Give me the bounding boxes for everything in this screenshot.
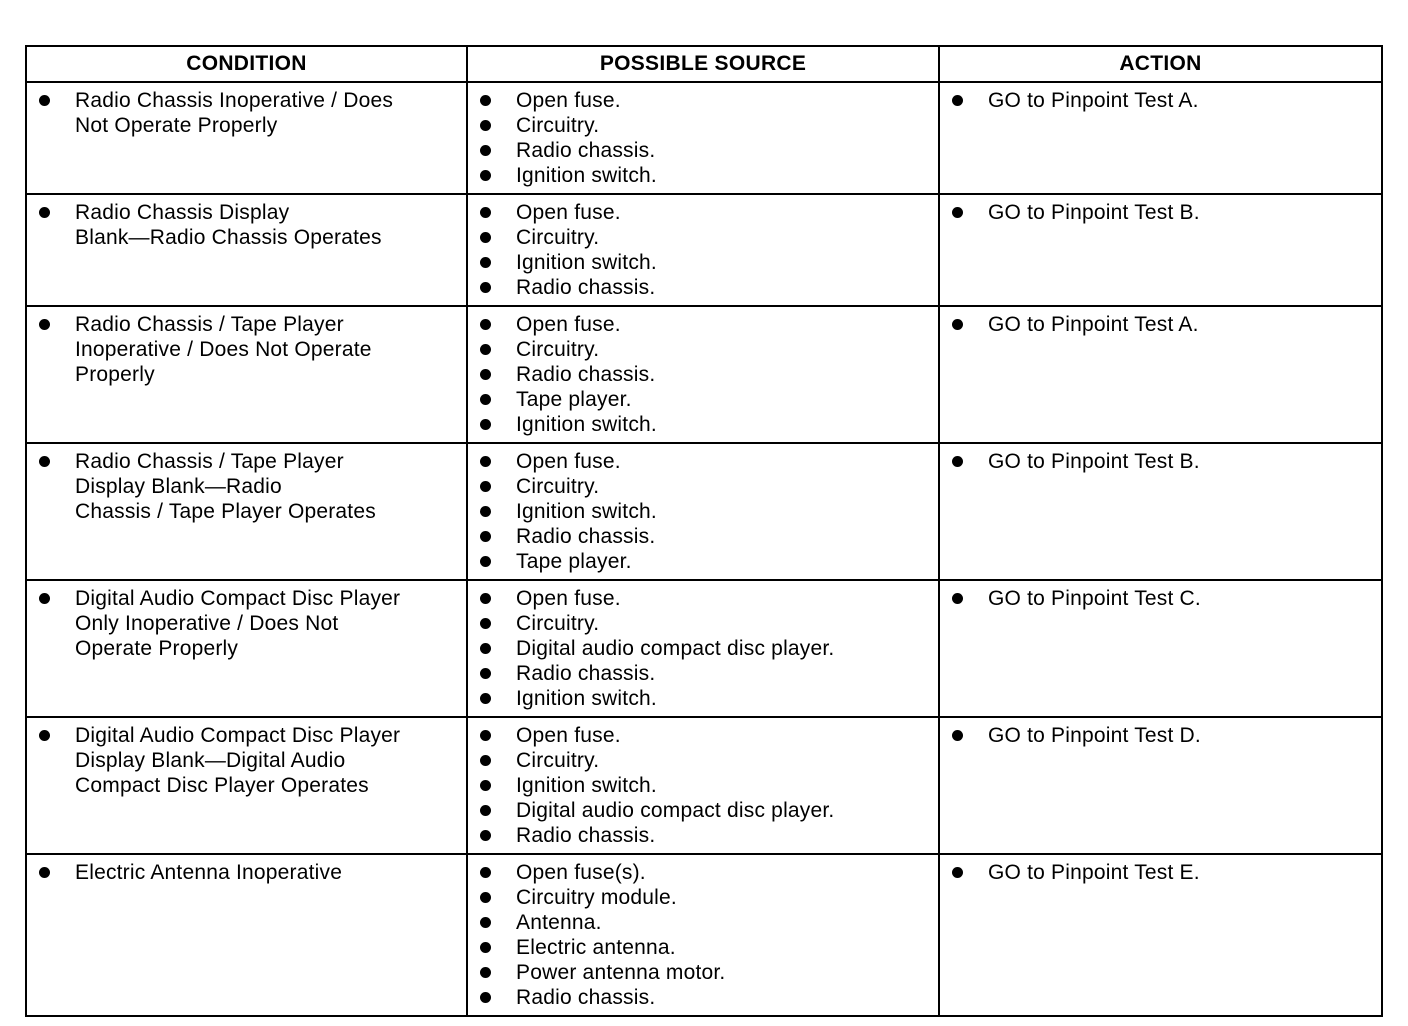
source-item: Digital audio compact disc player.: [468, 798, 938, 823]
condition-cell: [26, 580, 467, 717]
condition-text: Radio Chassis / Tape Player Inoperative / Does Not Operate Properly: [27, 312, 466, 387]
table-row: [26, 194, 1382, 306]
possible-source-cell: [467, 82, 939, 194]
source-list: [468, 586, 938, 711]
action-text: GO to Pinpoint Test A.: [940, 88, 1381, 113]
condition-text: Radio Chassis Display Blank—Radio Chassis Operates: [27, 200, 466, 250]
table-row: [26, 717, 1382, 854]
table-row: [26, 306, 1382, 443]
source-item: Open fuse.: [468, 200, 938, 225]
action-cell: [939, 443, 1382, 580]
possible-source-cell: [467, 443, 939, 580]
source-item: Antenna.: [468, 910, 938, 935]
source-item: Circuitry.: [468, 225, 938, 250]
source-item: Digital audio compact disc player.: [468, 636, 938, 661]
condition-cell: [26, 443, 467, 580]
source-item: Tape player.: [468, 549, 938, 574]
condition-cell: [26, 717, 467, 854]
source-item: Ignition switch.: [468, 163, 938, 188]
source-item: Circuitry.: [468, 337, 938, 362]
possible-source-cell: [467, 580, 939, 717]
source-item: Radio chassis.: [468, 362, 938, 387]
action-text: GO to Pinpoint Test D.: [940, 723, 1381, 748]
table-row: [26, 443, 1382, 580]
possible-source-cell: [467, 306, 939, 443]
possible-source-cell: [467, 194, 939, 306]
possible-source-cell: [467, 854, 939, 1016]
condition-cell: [26, 854, 467, 1016]
action-text: GO to Pinpoint Test C.: [940, 586, 1381, 611]
source-item: Circuitry.: [468, 748, 938, 773]
source-item: Radio chassis.: [468, 823, 938, 848]
condition-text: Digital Audio Compact Disc Player Only Inoperative / Does Not Operate Properly: [27, 586, 466, 661]
table-row: [26, 580, 1382, 717]
source-item: Open fuse.: [468, 312, 938, 337]
action-cell: [939, 194, 1382, 306]
action-cell: [939, 580, 1382, 717]
action-text: GO to Pinpoint Test E.: [940, 860, 1381, 885]
condition-cell: [26, 194, 467, 306]
source-item: Ignition switch.: [468, 773, 938, 798]
action-cell: [939, 717, 1382, 854]
source-item: Radio chassis.: [468, 661, 938, 686]
source-item: Radio chassis.: [468, 524, 938, 549]
source-item: Ignition switch.: [468, 686, 938, 711]
source-item: Radio chassis.: [468, 275, 938, 300]
source-item: Power antenna motor.: [468, 960, 938, 985]
source-list: [468, 88, 938, 188]
source-item: Circuitry module.: [468, 885, 938, 910]
source-list: [468, 723, 938, 848]
header-row: [26, 46, 1382, 82]
condition-cell: [26, 82, 467, 194]
condition-text: Digital Audio Compact Disc Player Display Blank—Digital Audio Compact Disc Player Operates: [27, 723, 466, 798]
table-row: [26, 854, 1382, 1016]
table-row: [26, 82, 1382, 194]
condition-cell: [26, 306, 467, 443]
table-body: [26, 82, 1382, 1016]
source-list: [468, 312, 938, 437]
source-item: Electric antenna.: [468, 935, 938, 960]
action-text: GO to Pinpoint Test A.: [940, 312, 1381, 337]
action-cell: [939, 82, 1382, 194]
condition-text: Electric Antenna Inoperative: [27, 860, 466, 885]
action-cell: [939, 854, 1382, 1016]
source-item: Circuitry.: [468, 113, 938, 138]
source-item: Ignition switch.: [468, 412, 938, 437]
possible-source-header: POSSIBLE SOURCE: [467, 46, 939, 82]
source-item: Tape player.: [468, 387, 938, 412]
source-item: Ignition switch.: [468, 250, 938, 275]
condition-text: Radio Chassis / Tape Player Display Blank—Radio Chassis / Tape Player Operates: [27, 449, 466, 524]
diagnosis-table: [25, 45, 1383, 1017]
source-item: Open fuse(s).: [468, 860, 938, 885]
source-list: [468, 449, 938, 574]
source-item: Open fuse.: [468, 723, 938, 748]
source-item: Radio chassis.: [468, 985, 938, 1010]
source-item: Radio chassis.: [468, 138, 938, 163]
action-text: GO to Pinpoint Test B.: [940, 449, 1381, 474]
action-header: ACTION: [939, 46, 1382, 82]
source-list: [468, 200, 938, 300]
source-list: [468, 860, 938, 1010]
possible-source-cell: [467, 717, 939, 854]
source-item: Circuitry.: [468, 611, 938, 636]
source-item: Open fuse.: [468, 88, 938, 113]
source-item: Circuitry.: [468, 474, 938, 499]
action-text: GO to Pinpoint Test B.: [940, 200, 1381, 225]
source-item: Ignition switch.: [468, 499, 938, 524]
source-item: Open fuse.: [468, 449, 938, 474]
condition-header: CONDITION: [26, 46, 467, 82]
condition-text: Radio Chassis Inoperative / Does Not Operate Properly: [27, 88, 466, 138]
action-cell: [939, 306, 1382, 443]
source-item: Open fuse.: [468, 586, 938, 611]
